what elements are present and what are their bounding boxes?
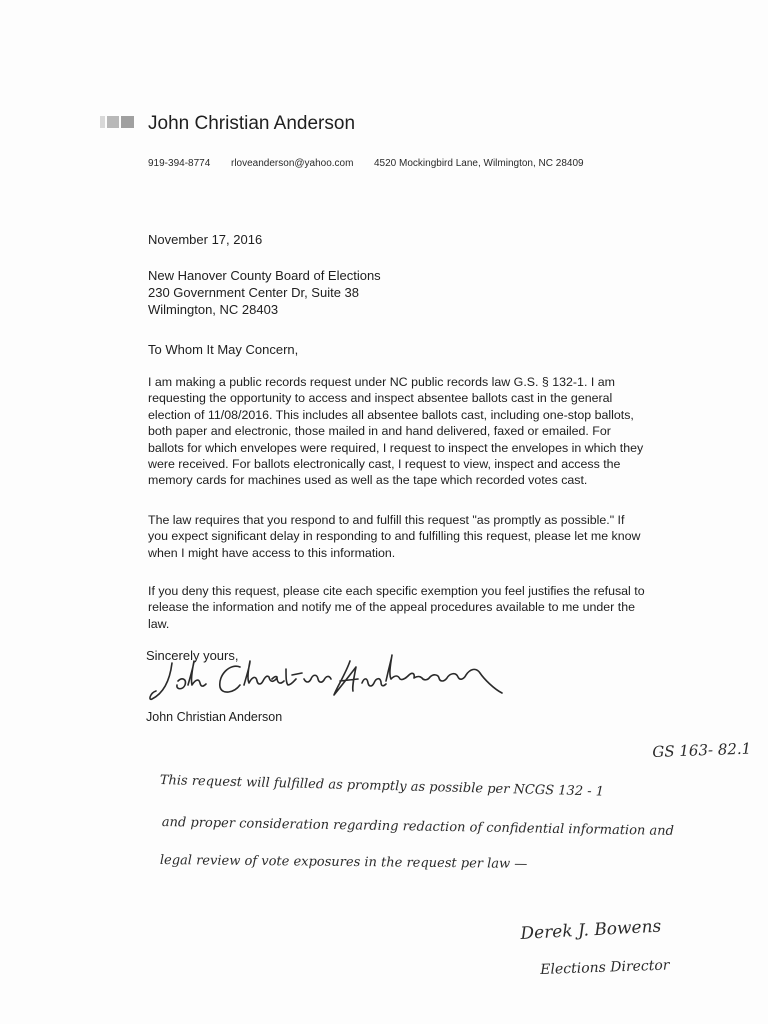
paragraph-line: memory cards for machines used as well as the tape which recorded votes cast. [148, 473, 588, 488]
recipient-line-1: New Hanover County Board of Elections [148, 268, 381, 283]
paragraph-line: when I might have access to this information. [148, 545, 396, 560]
handwritten-signature [150, 655, 520, 707]
letter-date: November 17, 2016 [148, 232, 263, 247]
letterhead-logo-icon [100, 116, 134, 128]
closing: Sincerely yours, [146, 648, 239, 663]
recipient-address [148, 267, 381, 318]
letterhead-address: 4520 Mockingbird Lane, Wilmington, NC 28409 [374, 158, 584, 169]
printed-name: John Christian Anderson [146, 710, 283, 724]
handwritten-director-signature: Derek J. Bowens [520, 916, 662, 944]
handwritten-note-line-2: and proper consideration regarding redaction of confidential information and [161, 815, 675, 839]
body-paragraph-2 [148, 512, 693, 561]
paragraph-line: both paper and electronic, those mailed in and hand delivered, faxed or emailed. For [148, 424, 611, 439]
paragraph-line: ballots for which envelopes were required, I request to inspect the envelopes in which they [148, 440, 644, 455]
paragraph-line: election of 11/08/2016. This includes all absentee ballots cast, including one-stop ballots, [148, 407, 634, 422]
recipient-line-2: 230 Government Center Dr, Suite 38 [148, 285, 360, 300]
handwritten-note-line-1: This request will fulfilled as promptly as possible per NCGS 132 - 1 [159, 773, 605, 800]
paragraph-line: law. [148, 616, 170, 631]
letterhead-name: John Christian Anderson [148, 113, 356, 134]
paragraph-line: you expect significant delay in responding to and fulfilling this request, please let me know [148, 529, 641, 544]
body-paragraph-3 [148, 583, 693, 632]
paragraph-line: release the information and notify me of the appeal procedures available to me under the [148, 600, 635, 615]
paragraph-line: If you deny this request, please cite each specific exemption you feel justifies the refusal to [148, 584, 645, 598]
letterhead-phone: 919-394-8774 [148, 158, 211, 169]
paragraph-line: were received. For ballots electronically cast, I request to view, inspect and access the [148, 457, 621, 472]
letterhead-email: rloveanderson@yahoo.com [231, 158, 354, 169]
handwritten-director-title: Elections Director [540, 957, 670, 978]
paragraph-line: The law requires that you respond to and fulfill this request "as promptly as possible." If [148, 513, 625, 527]
handwritten-gs-reference: GS 163- 82.1 [652, 739, 752, 761]
recipient-line-3: Wilmington, NC 28403 [148, 302, 279, 317]
salutation: To Whom It May Concern, [148, 342, 299, 357]
handwritten-note-line-3: legal review of vote exposures in the request per law — [159, 853, 528, 872]
body-paragraph-1 [148, 374, 693, 489]
paragraph-line: I am making a public records request under NC public records law G.S. § 132-1. I am [148, 375, 615, 389]
paragraph-line: requesting the opportunity to access and inspect absentee ballots cast in the general [148, 391, 613, 406]
